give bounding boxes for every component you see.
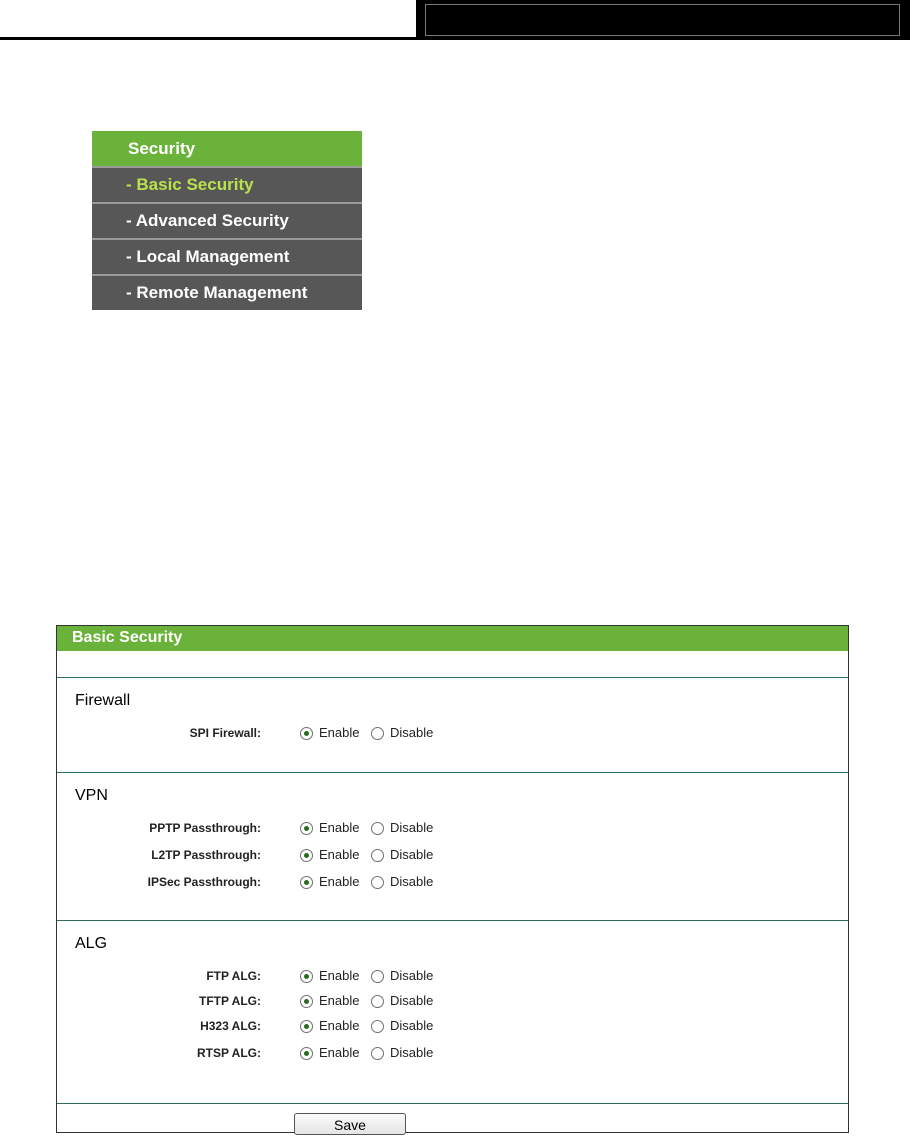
menu-item-advanced-security[interactable]: - Advanced Security	[92, 202, 362, 238]
radio-unchecked-icon[interactable]	[371, 822, 384, 835]
section-divider	[57, 920, 848, 921]
radio-checked-icon[interactable]	[300, 1020, 313, 1033]
row-label: IPSec Passthrough:	[147, 875, 261, 889]
radio-checked-icon[interactable]	[300, 727, 313, 740]
row-tftp-alg	[57, 993, 848, 1013]
section-title-firewall: Firewall	[75, 692, 131, 709]
row-label: FTP ALG:	[206, 969, 261, 983]
ftp-alg-enable-option[interactable]	[300, 968, 359, 984]
section-title-alg: ALG	[75, 935, 108, 952]
pptp-enable-option[interactable]	[300, 820, 359, 836]
spi-firewall-enable-option[interactable]	[300, 725, 359, 741]
tftp-alg-enable-option[interactable]	[300, 993, 359, 1009]
option-label: Disable	[390, 820, 434, 835]
tftp-alg-disable-option[interactable]	[371, 993, 433, 1009]
spi-firewall-disable-option[interactable]	[371, 725, 433, 741]
section-divider	[57, 772, 848, 773]
ipsec-enable-option[interactable]	[300, 874, 359, 890]
basic-security-panel	[56, 625, 849, 1133]
menu-item-local-management[interactable]: - Local Management	[92, 238, 362, 274]
radio-unchecked-icon[interactable]	[371, 849, 384, 862]
row-ftp-alg	[57, 968, 848, 988]
l2tp-disable-option[interactable]	[371, 847, 433, 863]
row-label: TFTP ALG:	[199, 994, 261, 1008]
l2tp-enable-option[interactable]	[300, 847, 359, 863]
option-label: Enable	[319, 968, 360, 983]
row-label: RTSP ALG:	[196, 1046, 261, 1060]
radio-checked-icon[interactable]	[300, 876, 313, 889]
h323-alg-enable-option[interactable]	[300, 1018, 359, 1034]
option-label: Enable	[319, 1045, 360, 1060]
option-label: Enable	[319, 847, 360, 862]
radio-unchecked-icon[interactable]	[371, 995, 384, 1008]
row-pptp-passthrough	[57, 820, 848, 840]
radio-checked-icon[interactable]	[300, 822, 313, 835]
rtsp-alg-enable-option[interactable]	[300, 1045, 359, 1061]
pptp-disable-option[interactable]	[371, 820, 433, 836]
menu-item-remote-management[interactable]: - Remote Management	[92, 274, 362, 310]
row-h323-alg	[57, 1018, 848, 1038]
header-rule	[0, 37, 416, 40]
option-label: Disable	[390, 847, 434, 862]
radio-unchecked-icon[interactable]	[371, 876, 384, 889]
menu-item-basic-security[interactable]: - Basic Security	[92, 166, 362, 202]
row-l2tp-passthrough	[57, 847, 848, 867]
radio-checked-icon[interactable]	[300, 849, 313, 862]
row-label: H323 ALG:	[200, 1019, 261, 1033]
option-label: Enable	[319, 993, 360, 1008]
row-label: SPI Firewall:	[189, 726, 261, 740]
save-button[interactable]: Save	[294, 1113, 406, 1135]
row-spi-firewall	[57, 725, 848, 745]
row-rtsp-alg	[57, 1045, 848, 1065]
option-label: Enable	[319, 874, 360, 889]
row-label: L2TP Passthrough:	[151, 848, 261, 862]
radio-unchecked-icon[interactable]	[371, 1047, 384, 1060]
option-label: Disable	[390, 1045, 434, 1060]
option-label: Enable	[319, 725, 360, 740]
radio-checked-icon[interactable]	[300, 970, 313, 983]
header-frame	[425, 4, 900, 36]
radio-checked-icon[interactable]	[300, 1047, 313, 1060]
section-title-vpn: VPN	[75, 787, 108, 804]
ipsec-disable-option[interactable]	[371, 874, 433, 890]
option-label: Disable	[390, 993, 434, 1008]
option-label: Disable	[390, 874, 434, 889]
radio-unchecked-icon[interactable]	[371, 727, 384, 740]
option-label: Disable	[390, 968, 434, 983]
option-label: Disable	[390, 1018, 434, 1033]
panel-title: Basic Security	[57, 626, 848, 651]
section-divider	[57, 1103, 848, 1104]
row-label: PPTP Passthrough:	[149, 821, 261, 835]
radio-unchecked-icon[interactable]	[371, 970, 384, 983]
h323-alg-disable-option[interactable]	[371, 1018, 433, 1034]
ftp-alg-disable-option[interactable]	[371, 968, 433, 984]
option-label: Disable	[390, 725, 434, 740]
menu-header-security[interactable]: Security	[92, 131, 362, 166]
radio-unchecked-icon[interactable]	[371, 1020, 384, 1033]
security-menu	[92, 131, 362, 310]
option-label: Enable	[319, 820, 360, 835]
option-label: Enable	[319, 1018, 360, 1033]
section-divider	[57, 677, 848, 678]
rtsp-alg-disable-option[interactable]	[371, 1045, 433, 1061]
radio-checked-icon[interactable]	[300, 995, 313, 1008]
row-ipsec-passthrough	[57, 874, 848, 894]
